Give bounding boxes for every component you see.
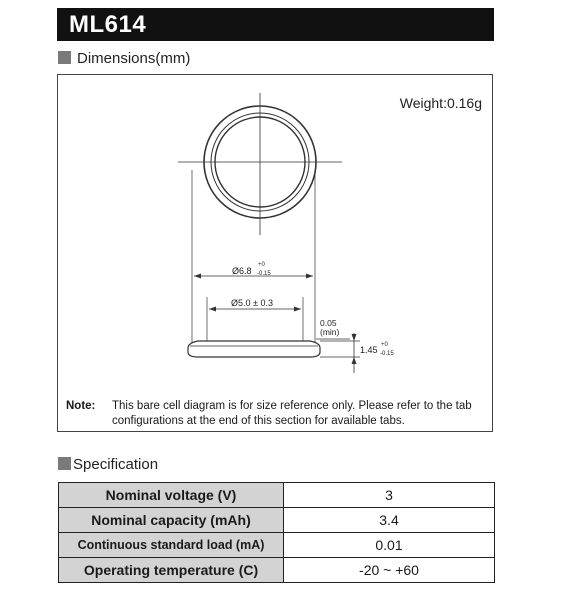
inner-diameter-label: Ø5.0 ± 0.3 <box>231 298 273 308</box>
spec-value: 3.4 <box>284 508 495 533</box>
product-title: ML614 <box>69 11 147 38</box>
spec-label: Operating temperature (C) <box>59 558 284 583</box>
spec-value: 3 <box>284 483 495 508</box>
title-bar <box>57 8 494 41</box>
table-row <box>59 483 495 508</box>
gap-value-label: 0.05 <box>320 318 337 328</box>
note-text: This bare cell diagram is for size reference only. Please refer to the tab configurations at the end of this section for available tabs. <box>112 400 472 427</box>
dimension-drawing-box <box>57 74 493 432</box>
square-bullet-icon <box>58 51 71 64</box>
note-label: Note: <box>66 400 96 412</box>
battery-dimension-diagram <box>58 75 494 433</box>
spec-value: -20 ~ +60 <box>284 558 495 583</box>
gap-qualifier-label: (min) <box>320 327 340 337</box>
table-row <box>59 558 495 583</box>
spec-label: Continuous standard load (mA) <box>59 533 284 558</box>
spec-label: Nominal capacity (mAh) <box>59 508 284 533</box>
cell-side-profile <box>188 341 320 357</box>
specification-table <box>58 482 495 583</box>
table-row <box>59 508 495 533</box>
weight-label: Weight:0.16g <box>399 95 482 111</box>
square-bullet-icon <box>58 457 71 470</box>
height-tol-lower: -0.15 <box>380 351 394 357</box>
spec-value: 0.01 <box>284 533 495 558</box>
dimensions-heading <box>58 50 190 70</box>
table-row <box>59 533 495 558</box>
specification-heading <box>58 456 158 476</box>
dimensions-heading-text: Dimensions(mm) <box>77 50 191 67</box>
outer-diameter-label: Ø6.8 <box>232 266 252 276</box>
height-tol-upper: +0 <box>381 342 388 348</box>
outer-diameter-tol-upper: +0 <box>258 262 265 268</box>
specification-heading-text: Specification <box>73 456 159 473</box>
spec-label: Nominal voltage (V) <box>59 483 284 508</box>
height-label: 1.45 <box>360 345 378 355</box>
outer-diameter-tol-lower: -0.15 <box>257 271 271 277</box>
